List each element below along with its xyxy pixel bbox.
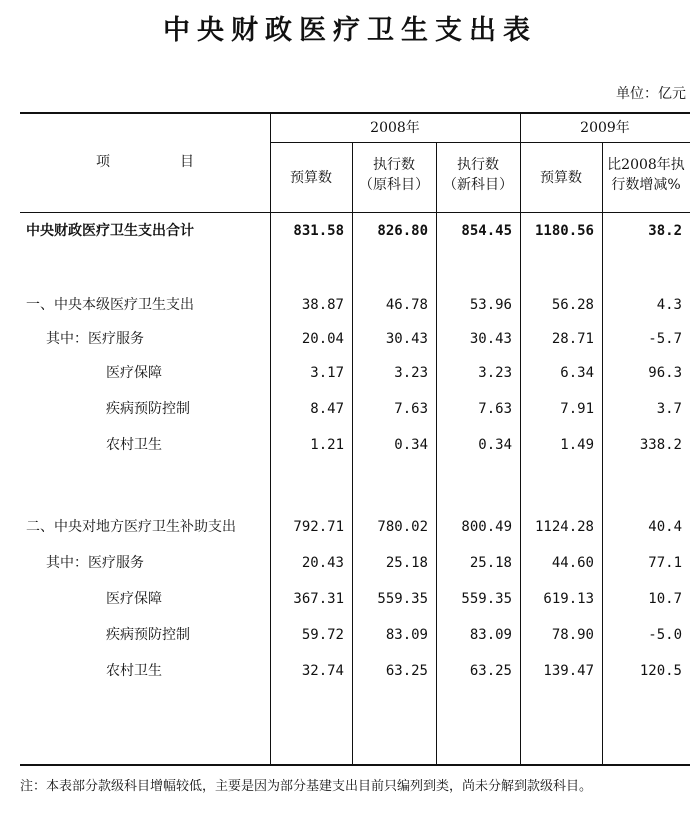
row-value: 56.28 xyxy=(551,297,594,313)
row-value: 4.3 xyxy=(656,297,682,313)
row-value: 854.45 xyxy=(461,223,512,239)
row-value: 20.43 xyxy=(301,555,344,571)
table-row xyxy=(20,216,690,246)
row-value: 1.21 xyxy=(310,437,344,453)
row-value: 38.2 xyxy=(648,223,682,239)
row-value: 1124.28 xyxy=(534,519,594,535)
row-value: 3.23 xyxy=(478,365,512,381)
row-value: -5.7 xyxy=(648,331,682,347)
row-value: 367.31 xyxy=(293,591,344,607)
row-label: 其中：医疗服务 xyxy=(46,331,144,347)
table-row xyxy=(20,324,690,354)
row-value: 3.7 xyxy=(656,401,682,417)
row-value: 0.34 xyxy=(478,437,512,453)
row-value: 78.90 xyxy=(551,627,594,643)
row-value: 3.23 xyxy=(394,365,428,381)
row-value: 63.25 xyxy=(385,663,428,679)
row-value: 792.71 xyxy=(293,519,344,535)
unit-label: 单位：亿元 xyxy=(616,86,686,102)
row-label: 中央财政医疗卫生支出合计 xyxy=(26,223,194,239)
header-budget-2008: 预算数 xyxy=(290,170,332,186)
row-value: 30.43 xyxy=(385,331,428,347)
table-row xyxy=(20,656,690,686)
row-label: 农村卫生 xyxy=(106,663,162,679)
row-label: 医疗保障 xyxy=(106,365,162,381)
row-value: 619.13 xyxy=(543,591,594,607)
year-divider-rule xyxy=(270,142,690,143)
row-value: 77.1 xyxy=(648,555,682,571)
row-value: 53.96 xyxy=(469,297,512,313)
footnote: 注：本表部分款级科目增幅较低，主要是因为部分基建支出目前只编列到类，尚未分解到款级科目。 xyxy=(20,779,593,794)
row-value: 96.3 xyxy=(648,365,682,381)
table-row xyxy=(20,430,690,460)
header-2008: 2008年 xyxy=(370,120,420,136)
row-value: 7.91 xyxy=(560,401,594,417)
row-value: 28.71 xyxy=(551,331,594,347)
row-value: 25.18 xyxy=(385,555,428,571)
table-row xyxy=(20,512,690,542)
header-exec-old: 执行数 （原科目） xyxy=(359,157,429,193)
row-label: 一、中央本级医疗卫生支出 xyxy=(26,297,194,313)
table-bottom-rule xyxy=(20,764,690,766)
row-value: 1180.56 xyxy=(534,223,594,239)
row-value: 83.09 xyxy=(469,627,512,643)
row-value: 1.49 xyxy=(560,437,594,453)
row-value: 30.43 xyxy=(469,331,512,347)
row-value: 7.63 xyxy=(394,401,428,417)
row-label: 农村卫生 xyxy=(106,437,162,453)
row-label: 二、中央对地方医疗卫生补助支出 xyxy=(26,519,236,535)
row-value: 83.09 xyxy=(385,627,428,643)
row-value: 25.18 xyxy=(469,555,512,571)
row-value: 63.25 xyxy=(469,663,512,679)
row-value: 826.80 xyxy=(377,223,428,239)
row-value: 8.47 xyxy=(310,401,344,417)
row-value: 44.60 xyxy=(551,555,594,571)
row-value: 38.87 xyxy=(301,297,344,313)
row-value: 20.04 xyxy=(301,331,344,347)
row-value: 559.35 xyxy=(461,591,512,607)
row-value: 40.4 xyxy=(648,519,682,535)
row-label: 疾病预防控制 xyxy=(106,627,190,643)
row-value: 32.74 xyxy=(301,663,344,679)
table-row xyxy=(20,290,690,320)
row-value: 800.49 xyxy=(461,519,512,535)
row-label: 医疗保障 xyxy=(106,591,162,607)
table-row xyxy=(20,394,690,424)
header-change-pct: 比2008年执 行数增减% xyxy=(607,157,685,193)
table-row xyxy=(20,548,690,578)
header-bottom-rule xyxy=(20,212,690,213)
row-value: 0.34 xyxy=(394,437,428,453)
table-top-rule xyxy=(20,112,690,114)
row-value: 3.17 xyxy=(310,365,344,381)
row-value: 559.35 xyxy=(377,591,428,607)
header-exec-new: 执行数 （新科目） xyxy=(443,157,513,193)
row-value: 7.63 xyxy=(478,401,512,417)
row-value: 120.5 xyxy=(639,663,682,679)
header-2009: 2009年 xyxy=(580,120,630,136)
row-value: 10.7 xyxy=(648,591,682,607)
header-item: 项 目 xyxy=(96,154,194,170)
row-value: 59.72 xyxy=(301,627,344,643)
row-label: 疾病预防控制 xyxy=(106,401,190,417)
row-value: 780.02 xyxy=(377,519,428,535)
page-title: 中央财政医疗卫生支出表 xyxy=(163,15,537,46)
row-value: 46.78 xyxy=(385,297,428,313)
row-value: 6.34 xyxy=(560,365,594,381)
header-budget-2009: 预算数 xyxy=(540,170,582,186)
table-row xyxy=(20,358,690,388)
table-row xyxy=(20,584,690,614)
row-value: 338.2 xyxy=(639,437,682,453)
table-row xyxy=(20,620,690,650)
row-label: 其中：医疗服务 xyxy=(46,555,144,571)
row-value: 831.58 xyxy=(293,223,344,239)
row-value: -5.0 xyxy=(648,627,682,643)
row-value: 139.47 xyxy=(543,663,594,679)
